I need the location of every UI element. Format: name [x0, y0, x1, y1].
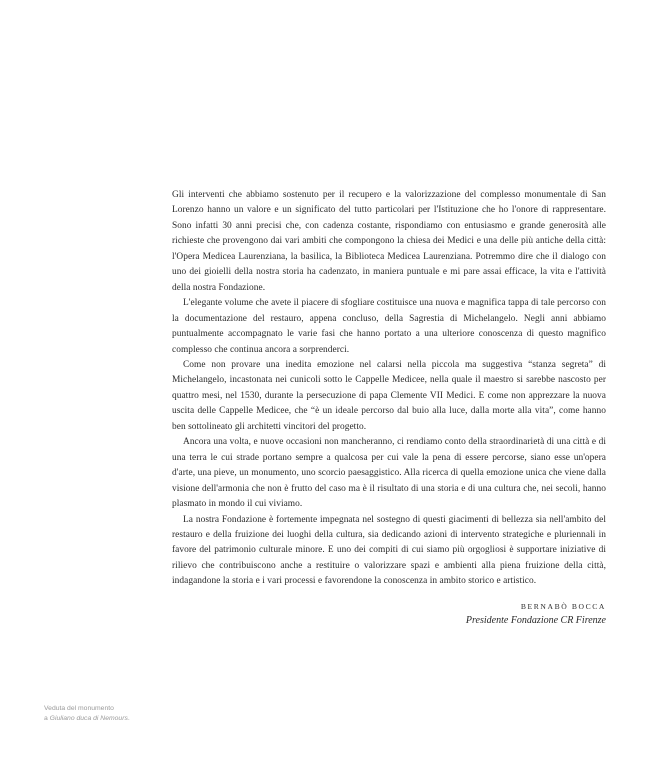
paragraph-3: Come non provare una inedita emozione nel calarsi nella piccola ma suggestiva “stanza segreta” di Michelangelo, incastonata nei cunicoli sotto le Cappelle Medicee, nella quale il maestro si sarebbe nascosto per quattro mesi, nel 1530, durante la persecuzione di papa Clemente VII Medici. E come non apprezzare la nuova uscita delle Cappelle Medicee, che “è un ideale percorso dal buio alla luce, dalla morte alla vita”, come hanno ben sottolineato gli architetti vincitori del progetto.: [172, 359, 606, 432]
caption-italic-title: Giuliano duca di Nemours: [49, 715, 128, 722]
paragraph-5: La nostra Fondazione è fortemente impegnata nel sostegno di questi giacimenti di bellezza sia nell'ambito del restauro e della fruizione dei luoghi della cultura, sia dedicando azioni di intervento strategiche e pluriennali in favore del patrimonio culturale minore. E uno dei compiti di cui siamo più orgogliosi è supportare iniziative di rilievo che contribuiscono anche a restituire o valorizzare spazi e ambienti alla piena fruizione della città, indagandone la storia e i vari processi e favorendone la conoscenza in ambito storico e artistico.: [172, 514, 606, 587]
paragraph-1: Gli interventi che abbiamo sostenuto per il recupero e la valorizzazione del complesso monumentale di San Lorenzo hanno un valore e un significato del tutto particolari per l'Istituzione che ho l'onore di rappresentare. Sono infatti 30 anni precisi che, con cadenza costante, rispondiamo con entusiasmo e grande generosità alle richieste che provengono dai vari ambiti che compongono la chiesa dei Medici e una delle più antiche della città: l'Opera Medicea Laurenziana, la basilica, la Biblioteca Medicea Laurenziana. Potremmo dire che il dialogo con uno dei gioielli della nostra storia ha cadenzato, in maniera puntuale e mi pare assai efficace, la vita e l'attività della nostra Fondazione.: [172, 190, 606, 293]
caption-line-1: Veduta del monumento: [44, 705, 114, 712]
caption-prefix: a: [44, 715, 50, 722]
image-caption: [44, 704, 130, 724]
caption-suffix: .: [127, 715, 130, 722]
paragraph-4: Ancora una volta, e nuove occasioni non mancheranno, ci rendiamo conto della straordinarietà di una città e di una terra le cui strade portano sempre a qualcosa per cui vale la pena di essere percorse, siano esse un'opera d'arte, una pieve, un monumento, uno scorcio paesaggistico. Alla ricerca di quella emozione unica che viene dalla visione dell'armonia che non è frutto del caso ma è il risultato di una storia e di una cultura che, nei secoli, hanno plasmato in mondo il cui viviamo.: [172, 437, 606, 510]
signatory-name: BERNABÒ BOCCA: [520, 602, 606, 611]
signatory-role: Presidente Fondazione CR Firenze: [465, 615, 606, 626]
signature-block: [466, 600, 606, 628]
caption-line-2: [44, 714, 130, 724]
letter-body: [172, 188, 606, 590]
paragraph-2: L'elegante volume che avete il piacere di sfogliare costituisce una nuova e magnifica tappa di tale percorso con la documentazione del restauro, appena concluso, della Sagrestia di Michelangelo. Negli anni abbiamo puntualmente accompagnato le varie fasi che hanno portato a una ulteriore conoscenza di questo magnifico complesso che continua ancora a sorprenderci.: [172, 298, 606, 355]
